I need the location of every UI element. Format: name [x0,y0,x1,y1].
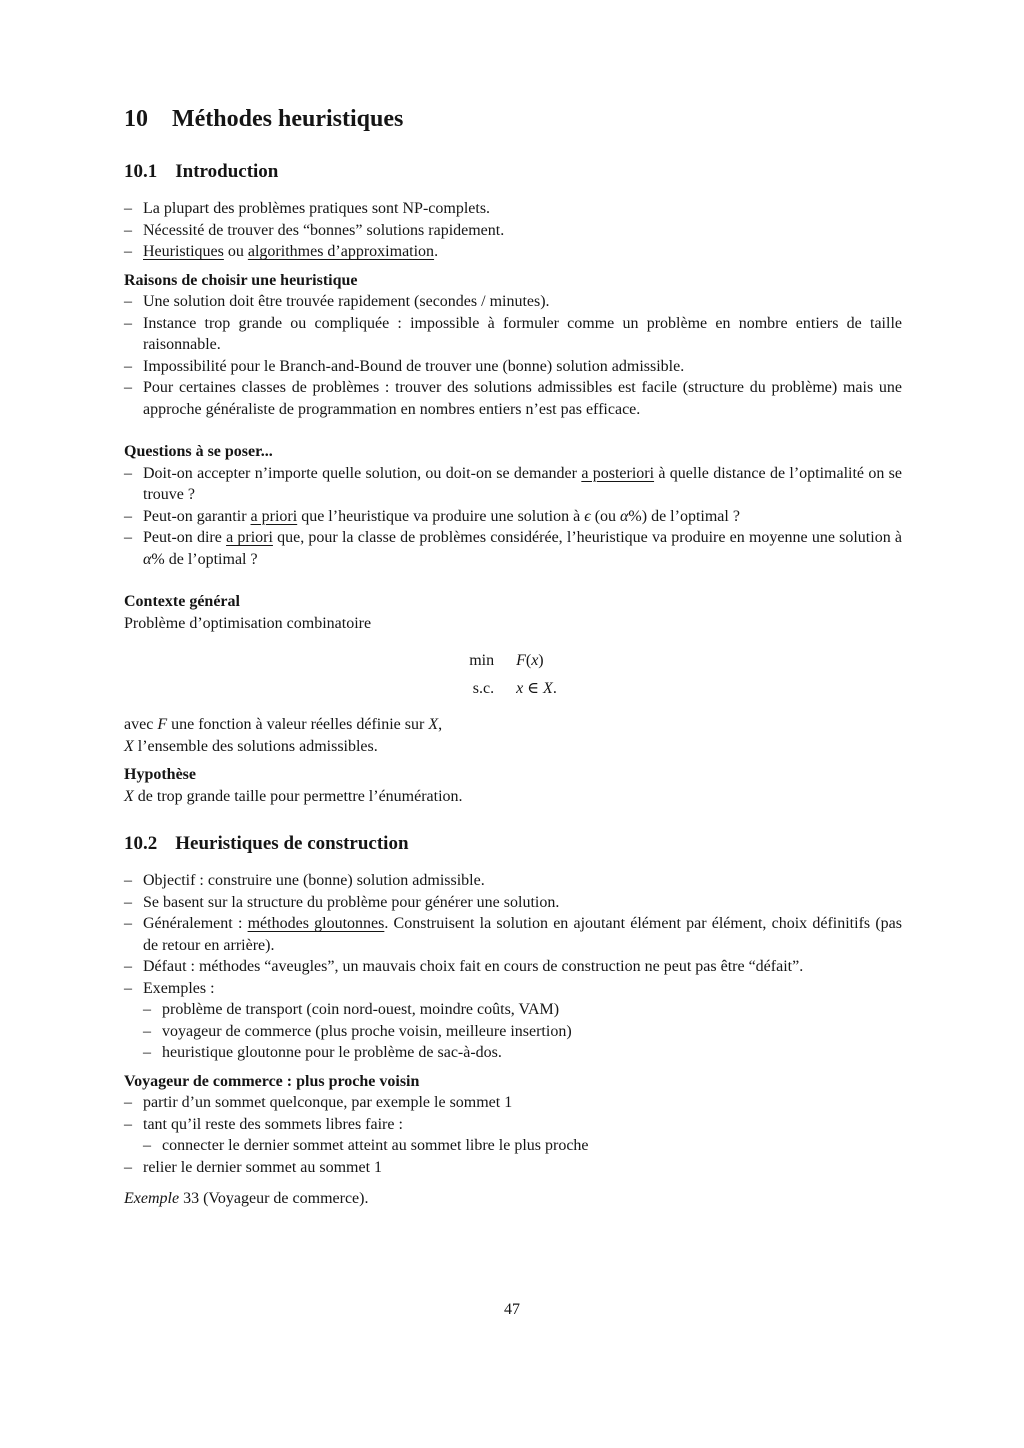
run-in-heading-voyageur: Voyageur de commerce : plus proche voisin [124,1072,420,1090]
paragraph [124,613,902,635]
list-item [124,978,902,1064]
list-item-text [143,892,902,914]
math-period: . [552,679,557,697]
text-run: avec [124,716,158,733]
bullet-dash: – [143,1022,151,1040]
section-heading-10 [124,104,902,134]
list-item-text [143,1114,902,1157]
sub-list-item [143,1021,902,1043]
bullet-dash: – [124,529,132,546]
bullet-dash: – [124,1115,132,1133]
list-item-text [143,377,902,420]
list-item [124,377,902,420]
bullet-dash: – [124,357,132,375]
list-item-text [143,291,902,313]
run-in-heading-raisons: Raisons de choisir une heuristique [124,271,358,289]
text-run: Problème d’optimisation combinatoire [124,614,372,632]
list-item-text [143,506,902,528]
list-item-text [162,1021,902,1043]
underlined-term: méthodes gloutonnes [247,915,385,932]
text-run: 33 (Voyageur de commerce). [179,1190,369,1207]
example-line [124,1188,902,1210]
raisons-list [124,291,902,420]
math-alpha: α [143,550,152,568]
list-item-text [143,463,902,506]
list-item-text [162,1135,902,1157]
text-run: Nécessité de trouver des “bonnes” solutions rapidement. [143,221,505,239]
text-run: % de l’optimal ? [151,550,258,568]
subsection-number: 10.1 [124,161,158,182]
text-run: . [434,243,439,260]
display-equation [469,650,557,699]
math-paren: ) [538,652,544,669]
paragraph [124,714,902,736]
section-title: Méthodes heuristiques [172,106,404,132]
text-run: Pour certaines classes de problèmes : trouver des solutions admissibles est facile (structure du problème) mais une approche généraliste de programmation en nombres entiers n’est pas efficace. [143,379,902,418]
text-run: à quelle distance de l’optimalité on se trouve ? [143,464,902,503]
bullet-dash: – [124,893,132,911]
list-item [124,356,902,378]
bullet-dash: – [124,915,132,932]
text-run: problème de transport (coin nord-ouest, moindre coûts, VAM) [162,1001,560,1018]
list-item-text [162,999,902,1021]
list-item [124,1114,902,1157]
bullet-dash: – [124,979,132,997]
math-var-X: X [124,737,134,755]
list-item [124,198,902,220]
text-run: Se basent sur la structure du problème pour générer une solution. [143,893,560,911]
math-label-sc: s.c. [472,679,495,697]
list-item-text [143,241,902,263]
underlined-term: a priori [250,507,298,525]
text-run: relier le dernier sommet au sommet 1 [143,1158,383,1176]
run-in-heading-questions: Questions à se poser... [124,443,273,460]
math-var-X: X [543,679,553,697]
text-run: Impossibilité pour le Branch-and-Bound de trouver une (bonne) solution admissible. [143,357,685,375]
intro-list [124,198,902,263]
text-run: de trop grande taille pour permettre l’énumération. [133,787,463,805]
list-item [124,892,902,914]
list-item [124,1157,902,1179]
text-run: La plupart des problèmes pratiques sont NP-complets. [143,200,491,217]
bullet-dash: – [124,293,132,310]
list-item-text [143,220,902,242]
math-var-F: F [157,716,168,733]
text-run: (ou [590,507,621,525]
list-item-text [143,956,902,978]
text-run: . Construisent la solution en ajoutant élément par élément, choix définitifs (pas de retour en arrière). [143,915,902,954]
text-run: tant qu’il reste des sommets libres faire : [143,1115,403,1133]
text-run: une fonction à valeur réelles définie sur [167,716,429,733]
bullet-dash: – [124,200,132,217]
list-item-text [143,198,902,220]
sub-list-item [143,1042,902,1064]
math-var-X: X [428,716,439,733]
math-constraint [516,678,557,700]
voyageur-list [124,1092,902,1178]
math-var-x: x [516,679,524,697]
bullet-dash: – [124,221,132,239]
text-run: Peut-on garantir [143,507,251,525]
section-number: 10 [124,106,148,132]
list-item [124,870,902,892]
math-in-symbol: ∈ [523,679,544,697]
bullet-dash: – [124,1158,132,1176]
math-objective [516,650,557,672]
list-item-text [143,1092,902,1114]
run-in-heading-contexte: Contexte général [124,593,240,610]
math-alpha: α [620,507,629,525]
list-item-text [143,356,902,378]
underlined-term: a posteriori [581,464,655,482]
bullet-dash: – [124,464,132,482]
text-run: voyageur de commerce (plus proche voisin, meilleure insertion) [162,1022,572,1040]
bullet-dash: – [124,243,132,260]
list-item [124,291,902,313]
math-var-F: F [516,652,526,669]
text-run: Une solution doit être trouvée rapidement (secondes / minutes). [143,293,550,310]
text-run: partir d’un sommet quelconque, par exemple le sommet 1 [143,1094,513,1111]
list-item [124,220,902,242]
subsection-number: 10.2 [124,833,158,854]
text-run: Instance trop grande ou compliquée : impossible à formuler comme un problème en nombre entiers de taille raisonnable. [143,314,902,353]
list-item [124,463,902,506]
text-run: connecter le dernier sommet atteint au sommet libre le plus proche [162,1137,589,1154]
list-item-text [143,1157,902,1179]
list-item [124,913,902,956]
list-item [124,241,902,263]
sub-list-item [143,1135,902,1157]
subsection-heading-10-2 [124,832,902,856]
text-run: Objectif : construire une (bonne) solution admissible. [143,872,485,889]
list-item-text [143,978,902,1064]
bullet-dash: – [143,1044,151,1061]
list-item-text [143,527,902,570]
text-run: %) de l’optimal ? [628,507,740,525]
text-run: heuristique gloutonne pour le problème de sac-à-dos. [162,1044,502,1061]
list-item [124,1092,902,1114]
math-epsilon: ϵ [584,507,591,525]
subsection-title: Heuristiques de construction [175,833,409,854]
bullet-dash: – [124,872,132,889]
bullet-dash: – [124,507,132,525]
list-item [124,506,902,528]
paragraph [124,736,902,758]
underlined-term: algorithmes d’approximation [247,243,435,260]
page-number: 47 [504,1301,520,1318]
bullet-dash: – [124,314,132,332]
text-run: que, pour la classe de problèmes considérée, l’heuristique va produire en moyenne une solution à [272,529,902,546]
bullet-dash: – [143,1137,151,1154]
math-paren: ( [525,652,532,669]
construction-list [124,870,902,1064]
bullet-dash: – [143,1001,151,1018]
underlined-term: a priori [226,529,273,546]
list-item-text [162,1042,902,1064]
subsection-heading-10-1 [124,160,902,184]
bullet-dash: – [124,379,132,396]
text-run: l’ensemble des solutions admissibles. [133,737,378,755]
subsection-title: Introduction [175,161,279,182]
text-run: , [438,716,443,733]
list-item [124,956,902,978]
example-label: Exemple [124,1190,180,1207]
math-var-X: X [124,787,134,805]
text-run: Généralement : [143,915,248,932]
list-item-text [143,313,902,356]
text-run: Peut-on dire [143,529,227,546]
text-run: Exemples : [143,979,215,997]
text-run: Défaut : méthodes “aveugles”, un mauvais choix fait en cours de construction ne peut pas être “défait”. [143,958,804,975]
text-run: que l’heuristique va produire une solution à [297,507,585,525]
underlined-term: Heuristiques [143,243,224,260]
math-operator-min: min [469,652,495,669]
list-item [124,313,902,356]
list-item-text [143,913,902,956]
run-in-heading-hypothese: Hypothèse [124,766,196,783]
questions-list [124,463,902,571]
paragraph [124,786,902,808]
text-run: Doit-on accepter n’importe quelle solution, ou doit-on se demander [143,464,582,482]
list-item [124,527,902,570]
text-run: ou [223,243,248,260]
bullet-dash: – [124,958,132,975]
math-var-x: x [531,652,539,669]
sub-list-item [143,999,902,1021]
list-item-text [143,870,902,892]
bullet-dash: – [124,1094,132,1111]
